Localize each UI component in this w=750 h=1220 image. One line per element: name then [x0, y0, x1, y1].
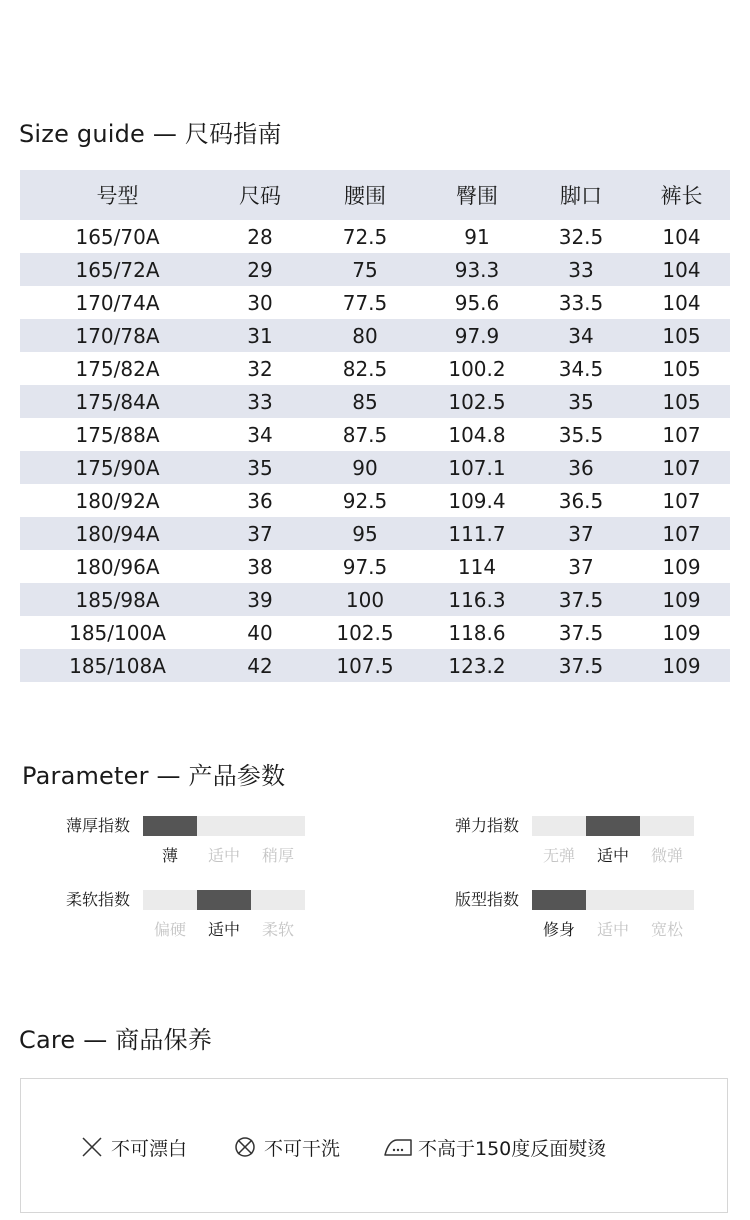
param-options [143, 846, 305, 866]
table-row [20, 352, 730, 385]
cell-size: 29 [215, 253, 305, 286]
table-row [20, 649, 730, 682]
cell-size: 28 [247, 224, 273, 249]
param-fit [389, 890, 689, 960]
cell-leg-opening: 37 [568, 554, 594, 579]
cell-waist: 82.5 [342, 356, 388, 381]
cell-model: 165/72A [20, 253, 215, 286]
param-bar-track [143, 816, 305, 836]
table-row [20, 451, 730, 484]
cell-leg-opening: 35.5 [558, 422, 604, 447]
parameter-title: Parameter — 产品参数 [22, 762, 286, 790]
cell-model: 175/82A [75, 356, 160, 381]
care-item-iron [383, 1134, 606, 1160]
param-option: 柔软 [261, 920, 294, 939]
cell-length: 107 [633, 451, 730, 484]
table-row [20, 286, 730, 319]
cell-hip: 102.5 [425, 385, 529, 418]
size-table-header-row [20, 170, 730, 220]
cell-waist: 95 [305, 517, 425, 550]
no-bleach-icon [81, 1136, 103, 1158]
param-bar-fill [586, 816, 640, 836]
cell-size: 30 [247, 290, 273, 315]
no-dry-clean-icon [234, 1136, 256, 1158]
param-elasticity [389, 816, 689, 886]
param-softness [0, 890, 300, 960]
cell-waist: 87.5 [342, 422, 388, 447]
cell-length: 105 [662, 356, 701, 381]
param-option: 修身 [542, 920, 575, 939]
cell-model: 170/74A [75, 290, 160, 315]
cell-model: 175/84A [20, 385, 215, 418]
cell-length: 109 [633, 649, 730, 682]
cell-hip: 109.4 [448, 488, 506, 513]
cell-model: 175/90A [20, 451, 215, 484]
cell-size: 31 [215, 319, 305, 352]
param-option: 适中 [207, 846, 240, 865]
cell-model: 185/98A [20, 583, 215, 616]
cell-size: 32 [247, 356, 273, 381]
cell-length: 109 [662, 620, 701, 645]
param-option: 适中 [596, 920, 629, 939]
cell-hip: 118.6 [448, 620, 506, 645]
table-row [20, 385, 730, 418]
cell-waist: 72.5 [342, 224, 388, 249]
cell-length: 104 [662, 290, 701, 315]
cell-length: 107 [633, 517, 730, 550]
cell-waist: 80 [305, 319, 425, 352]
size-table-body [20, 220, 730, 682]
cell-waist: 90 [305, 451, 425, 484]
param-label: 弹力指数 [454, 816, 519, 835]
cell-size: 38 [247, 554, 273, 579]
cell-waist: 107.5 [305, 649, 425, 682]
cell-hip: 123.2 [425, 649, 529, 682]
param-option: 稍厚 [261, 846, 294, 865]
size-table [20, 170, 730, 682]
cell-waist: 85 [305, 385, 425, 418]
param-options [532, 920, 694, 940]
cell-hip: 95.6 [454, 290, 500, 315]
table-row [20, 220, 730, 253]
cell-waist: 100 [305, 583, 425, 616]
cell-size: 42 [215, 649, 305, 682]
care-text-iron: 不高于150度反面熨烫 [418, 1137, 607, 1160]
header-waist: 腰围 [305, 170, 425, 220]
care-item-no-bleach [81, 1134, 187, 1160]
param-label: 薄厚指数 [65, 816, 130, 835]
care-text-no-dry-clean: 不可干洗 [264, 1137, 341, 1160]
param-label: 版型指数 [454, 890, 519, 909]
param-bar-track [532, 890, 694, 910]
param-options [143, 920, 305, 940]
cell-leg-opening: 33 [529, 253, 633, 286]
param-option: 薄 [161, 846, 178, 865]
cell-model: 185/108A [20, 649, 215, 682]
cell-waist: 102.5 [336, 620, 394, 645]
table-row [20, 616, 730, 649]
cell-leg-opening: 37.5 [529, 583, 633, 616]
cell-size: 37 [215, 517, 305, 550]
param-bar-fill [197, 890, 251, 910]
param-label: 柔软指数 [65, 890, 130, 909]
header-hip: 臀围 [425, 170, 529, 220]
cell-length: 109 [633, 583, 730, 616]
cell-leg-opening: 33.5 [558, 290, 604, 315]
header-size: 尺码 [215, 170, 305, 220]
cell-size: 39 [215, 583, 305, 616]
cell-waist: 75 [305, 253, 425, 286]
cell-hip: 104.8 [448, 422, 506, 447]
param-bar-fill [143, 816, 197, 836]
cell-length: 105 [633, 385, 730, 418]
cell-length: 104 [633, 253, 730, 286]
care-item-no-dry-clean [234, 1134, 340, 1160]
cell-size: 36 [247, 488, 273, 513]
cell-length: 107 [662, 422, 701, 447]
header-model: 号型 [20, 170, 215, 220]
param-option: 微弹 [650, 846, 683, 865]
param-bar-track [532, 816, 694, 836]
cell-length: 104 [662, 224, 701, 249]
cell-hip: 111.7 [425, 517, 529, 550]
cell-leg-opening: 34.5 [558, 356, 604, 381]
cell-leg-opening: 37 [529, 517, 633, 550]
cell-length: 109 [662, 554, 701, 579]
table-row [20, 484, 730, 517]
cell-model: 180/94A [20, 517, 215, 550]
table-row [20, 583, 730, 616]
cell-hip: 114 [457, 554, 497, 579]
param-option: 适中 [207, 920, 240, 939]
cell-waist: 97.5 [342, 554, 388, 579]
param-option: 偏硬 [153, 920, 186, 939]
table-row [20, 550, 730, 583]
cell-size: 33 [215, 385, 305, 418]
cell-size: 34 [247, 422, 273, 447]
cell-model: 165/70A [75, 224, 160, 249]
cell-hip: 107.1 [425, 451, 529, 484]
cell-model: 180/92A [75, 488, 160, 513]
cell-waist: 92.5 [342, 488, 388, 513]
cell-length: 107 [662, 488, 701, 513]
table-row [20, 517, 730, 550]
param-thickness [0, 816, 300, 886]
cell-size: 40 [247, 620, 273, 645]
table-row [20, 253, 730, 286]
care-box [20, 1078, 728, 1213]
cell-model: 180/96A [75, 554, 160, 579]
cell-leg-opening: 35 [529, 385, 633, 418]
cell-length: 105 [633, 319, 730, 352]
care-text-no-bleach: 不可漂白 [111, 1137, 188, 1160]
param-option: 无弹 [542, 846, 575, 865]
cell-model: 170/78A [20, 319, 215, 352]
cell-hip: 116.3 [425, 583, 529, 616]
cell-hip: 93.3 [425, 253, 529, 286]
param-bar-fill [532, 890, 586, 910]
param-options [532, 846, 694, 866]
cell-waist: 77.5 [342, 290, 388, 315]
cell-leg-opening: 37.5 [558, 620, 604, 645]
cell-model: 175/88A [75, 422, 160, 447]
cell-size: 35 [215, 451, 305, 484]
cell-leg-opening: 34 [529, 319, 633, 352]
header-leg-opening: 脚口 [529, 170, 633, 220]
table-row [20, 319, 730, 352]
param-bar-track [143, 890, 305, 910]
cell-hip: 100.2 [448, 356, 506, 381]
cell-leg-opening: 36 [529, 451, 633, 484]
cell-hip: 97.9 [425, 319, 529, 352]
care-title: Care — 商品保养 [19, 1026, 213, 1054]
cell-model: 185/100A [69, 620, 166, 645]
table-row [20, 418, 730, 451]
size-guide-title: Size guide — 尺码指南 [19, 120, 282, 148]
cell-leg-opening: 37.5 [529, 649, 633, 682]
cell-hip: 91 [464, 224, 490, 249]
param-option: 宽松 [650, 920, 683, 939]
header-length: 裤长 [633, 170, 730, 220]
cell-leg-opening: 32.5 [558, 224, 604, 249]
iron-icon [383, 1136, 413, 1158]
cell-leg-opening: 36.5 [558, 488, 604, 513]
param-option: 适中 [596, 846, 629, 865]
